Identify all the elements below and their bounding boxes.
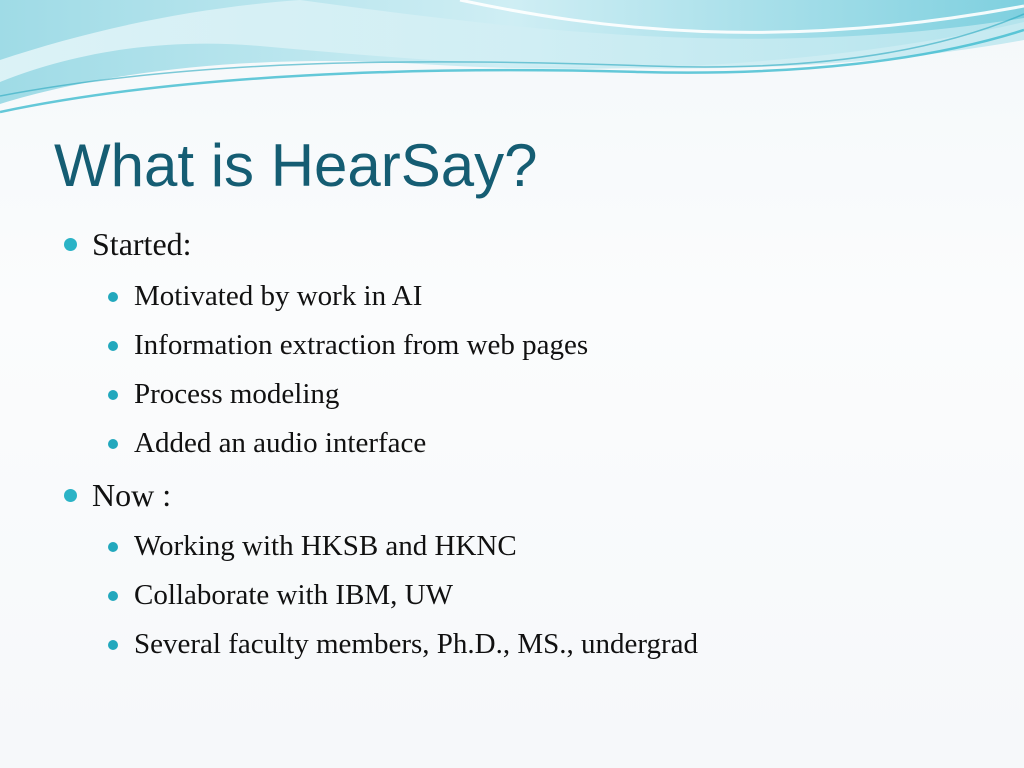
sub-bullet	[134, 327, 588, 363]
sub-bullet-text: Added an audio interface	[134, 427, 427, 459]
sub-bullet-text: Collaborate with IBM, UW	[134, 579, 453, 611]
sub-bullet-text: Motivated by work in AI	[134, 280, 423, 312]
bullet-dot-icon	[108, 640, 118, 650]
bullet-dot-icon	[108, 341, 118, 351]
bullet-text: Now :	[92, 477, 172, 513]
bullet-dot-icon	[64, 238, 77, 251]
bullet-dot-icon	[64, 489, 77, 502]
sub-bullet-text: Information extraction from web pages	[134, 329, 589, 361]
sub-bullet	[134, 376, 339, 412]
sub-bullet	[134, 626, 698, 662]
bullet-started	[92, 224, 192, 264]
slide-title: What is HearSay?	[54, 132, 538, 199]
sub-bullet-text: Several faculty members, Ph.D., MS., undergrad	[134, 628, 699, 660]
bullet-text: Started:	[92, 226, 192, 262]
bullet-now	[92, 475, 171, 515]
sub-bullet	[134, 577, 453, 613]
sub-bullet	[134, 528, 517, 564]
bullet-dot-icon	[108, 591, 118, 601]
sub-bullet-text: Working with HKSB and HKNC	[134, 530, 517, 562]
bullet-dot-icon	[108, 292, 118, 302]
bullet-dot-icon	[108, 390, 118, 400]
sub-bullet	[134, 425, 426, 461]
sub-bullet-text: Process modeling	[134, 378, 340, 410]
bullet-dot-icon	[108, 542, 118, 552]
sub-bullet	[134, 278, 422, 314]
bullet-dot-icon	[108, 439, 118, 449]
